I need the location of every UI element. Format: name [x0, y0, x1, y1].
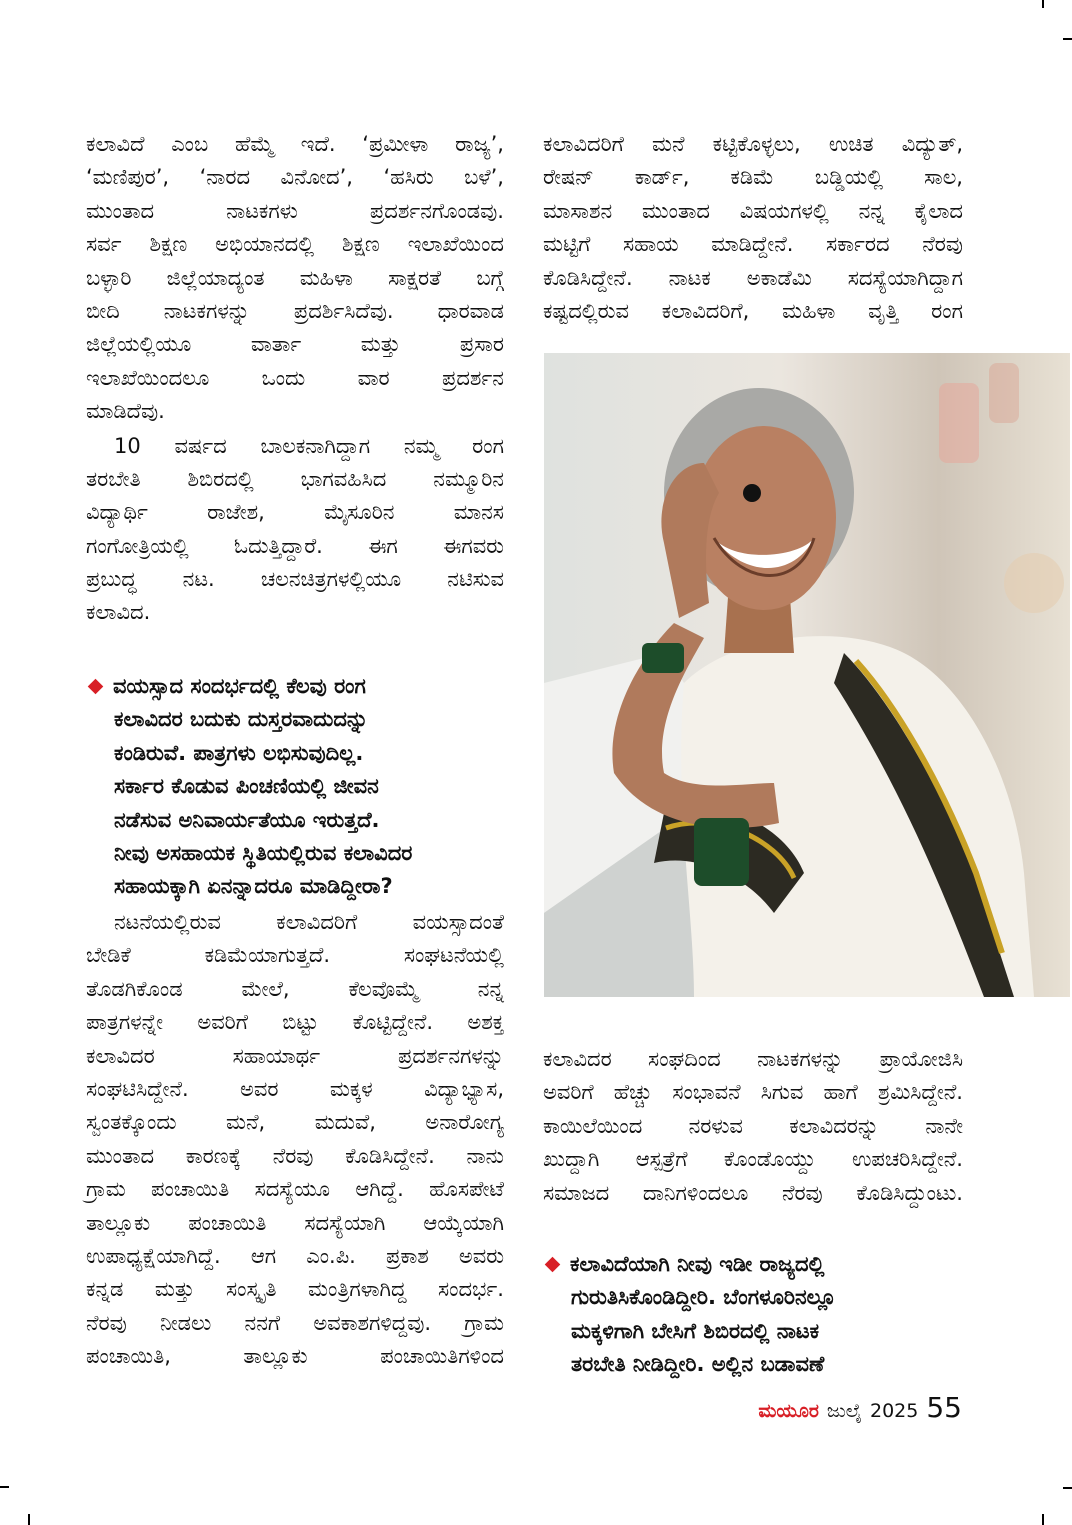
word: ಸಹಾಯಾರ್ಥ — [232, 1043, 321, 1068]
word: ವಿಷಯಗಳಲ್ಲಿ — [739, 198, 829, 223]
text-line — [86, 1073, 504, 1106]
question-line: ಕಂಡಿರುವೆ. ಪಾತ್ರಗಳು ಲಭಿಸುವುದಿಲ್ಲ. — [114, 740, 364, 765]
text-line — [86, 463, 504, 496]
word: ನನಗೆ — [244, 1310, 281, 1335]
crop-mark — [28, 1514, 30, 1525]
word: ಜಿಲ್ಲೆಯಲ್ಲಿಯೂ — [86, 332, 192, 357]
text-line — [86, 228, 504, 261]
word: ಕಲಾವಿದರಿಗೆ — [543, 132, 624, 156]
word: ಮಟ್ಟಿಗೆ — [543, 232, 591, 257]
word: ಉಪಾಧ್ಯಕ್ಷೆಯಾಗಿದ್ದೆ. — [86, 1243, 221, 1268]
word: ಹೆಚ್ಚು — [613, 1080, 653, 1105]
word: ನೆರವು — [272, 1143, 314, 1168]
word: ಬೀದಿ — [86, 298, 120, 323]
magazine-logo: ಮಯೂರ — [758, 1400, 819, 1422]
word: ಮನೆ, — [226, 1110, 266, 1135]
word: ನೀಡಲು — [159, 1310, 212, 1335]
word: ಸಹಾಯ — [623, 232, 679, 257]
word: ಮುಂತಾದ — [86, 198, 155, 223]
word: ರಾಜೇಶ, — [207, 500, 265, 525]
word: ಪ್ರಕಾಶ — [385, 1243, 429, 1268]
word: ಸಂಘಟಿಸಿದ್ದೇನೆ. — [86, 1076, 189, 1101]
word: ಜಿಲ್ಲೆಯಾದ್ಯಂತ — [166, 265, 265, 290]
word: ಅವರು — [458, 1243, 504, 1268]
paragraph-2 — [86, 430, 504, 630]
word: ತಾಲ್ಲೂಕು — [86, 1210, 151, 1235]
word: ನರಳುವ — [688, 1113, 743, 1138]
word: ವಿದ್ಯುತ್, — [901, 132, 963, 156]
word: ಮನೆ — [652, 132, 685, 156]
word: ಪ್ರಾಯೋಜಿಸಿ — [879, 1047, 963, 1071]
word: ಹೆಮ್ಮೆ — [234, 132, 275, 156]
diamond-bullet-icon — [545, 1256, 561, 1272]
word: ಮಾಸಾಶನ — [543, 198, 613, 223]
word: ಹೊಸಪೇಟೆ — [429, 1177, 504, 1202]
word: ಮುಂತಾದ — [641, 198, 710, 223]
text-line — [543, 1043, 963, 1076]
word: ಬಳ್ಳಾರಿ — [86, 265, 132, 290]
word: ಇಲಾಖೆಯಿಂದಲೂ — [86, 365, 210, 390]
crop-mark — [1063, 38, 1072, 40]
word: ಸರ್ಕಾರದ — [826, 232, 890, 257]
word: ಮೈಸೂರಿನ — [324, 500, 395, 525]
word: ಪ್ರಸಾರ — [459, 332, 504, 357]
text-line — [543, 1076, 963, 1109]
word: ಮಹಿಳಾ — [299, 265, 353, 290]
word: ಗ್ರಾಮ — [86, 1177, 126, 1202]
word: ಸಂಘಟನೆಯಲ್ಲಿ — [403, 943, 504, 968]
word: ಕಲಾವಿದರಿಗೆ — [276, 910, 358, 934]
word: ಇಲಾಖೆಯಿಂದ — [407, 232, 504, 257]
word: ಅವರಿಗೆ — [197, 1010, 248, 1035]
word: ಅನಾರೋಗ್ಯ — [425, 1110, 504, 1135]
text-line — [86, 328, 504, 361]
word: ವರ್ಷದ — [174, 433, 227, 458]
word: ಸಂಸ್ಕೃತಿ — [226, 1277, 277, 1302]
word: ಆಗ — [250, 1243, 277, 1268]
word: 10 — [114, 433, 141, 458]
text-line — [543, 1143, 963, 1176]
text-line — [543, 161, 963, 194]
word: ಪಂಚಾಯಿತಿ, — [86, 1344, 171, 1369]
page-footer — [758, 1391, 962, 1424]
word: ನೆರವು — [86, 1310, 127, 1335]
word: ನನ್ನ — [858, 198, 885, 223]
word: ಒಂದು — [261, 365, 306, 390]
text-line — [86, 939, 504, 972]
text-line — [86, 1240, 504, 1273]
word: ಎಂಬ — [171, 132, 209, 156]
word: ಪ್ರಬುದ್ಧ — [86, 567, 137, 592]
text-line — [543, 295, 963, 328]
right-column-top — [543, 128, 963, 328]
text-line — [86, 1207, 504, 1240]
word: ಗಂಗೋತ್ರಿಯಲ್ಲಿ — [86, 533, 189, 558]
word: ಕಾಯಿಲೆಯಿಂದ — [543, 1113, 643, 1138]
text-line — [543, 195, 963, 228]
word: ಕಲಾವಿದರ — [543, 1047, 612, 1071]
word: ಶಿಕ್ಷಣ — [149, 232, 188, 257]
issue-year: 2025 — [870, 1400, 919, 1422]
word: ಕೆಲವೊಮ್ಮೆ — [348, 976, 419, 1001]
text-line — [86, 430, 504, 463]
crop-mark — [1042, 0, 1044, 8]
word: ಶ್ರಮಿಸಿದ್ದೇನೆ. — [877, 1080, 963, 1105]
text-line — [86, 262, 504, 295]
question-line: ಸರ್ಕಾರ ಕೊಡುವ ಪಿಂಚಣಿಯಲ್ಲಿ ಜೀವನ — [114, 774, 379, 799]
text-line — [86, 973, 504, 1006]
word: ಮುಂತಾದ — [86, 1143, 155, 1168]
word: ಆಸ್ಪತ್ರೆಗೆ — [635, 1147, 688, 1172]
word: ‘ನಾರದ — [199, 165, 251, 190]
word: ಸಾಕ್ಷರತೆ — [388, 265, 442, 290]
word: ನೆರವು — [922, 232, 963, 257]
word: ಕಷ್ಟದಲ್ಲಿರುವ — [543, 298, 629, 323]
word: ರಾಜ್ಯ’, — [455, 132, 504, 156]
page-number: 55 — [926, 1391, 962, 1424]
paragraph-3 — [86, 906, 504, 1373]
word: ವಿನೋದ’, — [280, 165, 353, 190]
question-line: ವಯಸ್ಸಾದ ಸಂದರ್ಭದಲ್ಲಿ ಕೆಲವು ರಂಗ — [86, 670, 516, 703]
word: ಸಮಾಜದ — [543, 1180, 610, 1205]
word: ನಟಿಸುವ — [447, 567, 504, 592]
text-line — [86, 906, 504, 939]
word: ಕಡಿಮೆಯಾಗುತ್ತದೆ. — [204, 943, 331, 968]
word: ತರಬೇತಿ — [86, 466, 141, 491]
text-line — [86, 295, 504, 328]
question-line: ನಡೆಸುವ ಅನಿವಾರ್ಯತೆಯೂ ಇರುತ್ತದೆ. — [114, 807, 380, 832]
word: ಬಡ್ಡಿಯಲ್ಲಿ — [814, 165, 884, 190]
word: ಸಂಘದಿಂದ — [648, 1047, 721, 1071]
word: ಕೊಡಿಸಿದ್ದುಂಟು. — [856, 1180, 963, 1205]
text-line — [86, 1173, 504, 1206]
word: ಕೊಟ್ಟಿದ್ದೇನೆ. — [352, 1010, 434, 1035]
text-line — [86, 496, 504, 529]
word: ಕಲಾವಿದರನ್ನು — [789, 1113, 880, 1138]
word: ಶಿಕ್ಷಣ — [342, 232, 380, 257]
word: ಇದೆ. — [300, 132, 336, 156]
word: ಕಟ್ಟಿಕೊಳ್ಳಲು, — [712, 132, 801, 156]
word: ಚಲನಚಿತ್ರಗಳಲ್ಲಿಯೂ — [260, 567, 402, 592]
text-line — [543, 1177, 963, 1210]
word: ತಾಲ್ಲೂಕು — [243, 1344, 308, 1369]
word: ಪಂಚಾಯಿತಿ — [188, 1210, 267, 1235]
issue-month: ಜುಲೈ — [826, 1400, 862, 1422]
word: ‘ಪ್ರಮೀಳಾ — [362, 132, 429, 156]
word: ಸ್ವಂತಕ್ಕೊಂದು — [86, 1110, 177, 1135]
word: ಕಾರಣಕ್ಕೆ — [185, 1143, 241, 1168]
question-line: ಗುರುತಿಸಿಕೊಂಡಿದ್ದೀರಿ. ಬೆಂಗಳೂರಿನಲ್ಲೂ — [571, 1285, 837, 1310]
word: ಪ್ರದರ್ಶನಗೊಂಡವು. — [369, 198, 504, 223]
word: ಸದಸ್ಯೆಯಾಗಿ — [304, 1210, 386, 1235]
word: ನಮ್ಮ — [403, 433, 439, 458]
portrait-illustration — [544, 353, 1070, 997]
word: ಉಪಚರಿಸಿದ್ದೇನೆ. — [851, 1147, 963, 1172]
word: ಕೊಡಿಸಿದ್ದೇನೆ. — [345, 1143, 435, 1168]
question-line: ತರಬೇತಿ ನೀಡಿದ್ದೀರಿ. ಅಲ್ಲಿನ ಬಡಾವಣೆ — [571, 1352, 825, 1377]
word: ದಾನಿಗಳಿಂದಲೂ — [642, 1180, 749, 1205]
word: ರಂಗ — [472, 433, 504, 458]
word: ವಾರ್ತಾ — [250, 332, 302, 357]
text-line — [86, 161, 504, 194]
word: ಮಾಡಿದ್ದೇನೆ. — [711, 232, 794, 257]
word: ನಾಟಕ — [668, 265, 711, 290]
text-line — [86, 1340, 504, 1373]
word: ಪ್ರದರ್ಶಿಸಿದೆವು. — [293, 298, 394, 323]
word: ಸಾಲ, — [924, 165, 963, 190]
word: ಉಚಿತ — [828, 132, 874, 156]
text-line — [543, 228, 963, 261]
text-line — [86, 1106, 504, 1139]
word: ಪಂಚಾಯಿತಿ — [151, 1177, 230, 1202]
question-line: ಕಲಾವಿದರ ಬದುಕು ದುಸ್ತರವಾದುದನ್ನು — [114, 707, 369, 732]
portrait-photo — [544, 353, 1070, 997]
word: ಭಾಗವಹಿಸಿದ — [300, 466, 387, 491]
word: ಎಂ.ಪಿ. — [306, 1243, 356, 1268]
text-line — [86, 1006, 504, 1039]
word: ‘ಹಸಿರು — [383, 165, 434, 190]
word: ಸಂದರ್ಭ. — [438, 1277, 504, 1302]
text-line — [543, 1110, 963, 1143]
word: ನನ್ನ — [477, 976, 504, 1001]
word: ಅವರ — [240, 1076, 279, 1101]
word: ಸದಸ್ಯೆಯೂ — [254, 1177, 331, 1202]
word: ‘ಮಣಿಪುರ’, — [86, 165, 170, 190]
word: ವೃತ್ತಿ — [868, 298, 899, 323]
word: ಆಗಿದ್ದೆ. — [355, 1177, 404, 1202]
word: ಪ್ರದರ್ಶನಗಳನ್ನು — [398, 1043, 504, 1068]
word: ಈಗ — [368, 533, 398, 558]
word: ಓದುತ್ತಿದ್ದಾರೆ. — [234, 533, 323, 558]
text-line — [543, 262, 963, 295]
word: ಅಭಿಯಾನದಲ್ಲಿ — [215, 232, 315, 257]
word: ಶಿಬಿರದಲ್ಲಿ — [187, 466, 254, 491]
text-line — [86, 1307, 504, 1340]
word: ಮತ್ತು — [154, 1277, 195, 1302]
word: ಕಡಿಮೆ — [730, 165, 774, 190]
word: ನಮ್ಮೂರಿನ — [433, 466, 504, 491]
word: ಮಹಿಳಾ — [782, 298, 836, 323]
text-line: ಮಾಡಿದೆವು. — [86, 399, 165, 424]
word: ಸದಸ್ಯೆಯಾಗಿದ್ದಾಗ — [847, 265, 963, 290]
word: ನಾಟಕಗಳು — [226, 198, 298, 223]
word: ಅವಕಾಶಗಳಿದ್ದವು. — [313, 1310, 432, 1335]
diamond-bullet-icon — [88, 678, 104, 694]
text-line — [86, 362, 504, 395]
word: ಮಂತ್ರಿಗಳಾಗಿದ್ದ — [308, 1277, 407, 1302]
question-line: ನೀವು ಅಸಹಾಯಕ ಸ್ಥಿತಿಯಲ್ಲಿರುವ ಕಲಾವಿದರ — [114, 840, 413, 865]
word: ಕಲಾವಿದರ — [86, 1043, 155, 1068]
left-column — [86, 128, 504, 630]
word: ಮೇಲೆ, — [241, 976, 290, 1001]
word: ಪಾತ್ರಗಳನ್ನೇ — [86, 1010, 164, 1035]
word: ತೊಡಗಿಕೊಂಡ — [86, 976, 183, 1001]
question-line: ಸಹಾಯಕ್ಕಾಗಿ ಏನನ್ನಾದರೂ ಮಾಡಿದ್ದೀರಾ? — [114, 874, 393, 899]
crop-mark — [1063, 1487, 1072, 1489]
crop-mark — [0, 1486, 9, 1488]
word: ಕಲಾವಿದೆ — [86, 132, 145, 156]
word: ವಿದ್ಯಾರ್ಥಿ — [86, 500, 148, 525]
word: ಪ್ರದರ್ಶನ — [441, 365, 504, 390]
word: ಕಾರ್ಡ್, — [634, 165, 690, 190]
word: ಮತ್ತು — [360, 332, 401, 357]
word: ನಟನೆಯಲ್ಲಿರುವ — [114, 910, 221, 934]
word: ಪಂಚಾಯಿತಿಗಳಿಂದ — [380, 1344, 504, 1369]
text-line — [86, 563, 504, 596]
text-line — [86, 1040, 504, 1073]
text-line — [86, 530, 504, 563]
word: ವಾರ — [357, 365, 390, 390]
text-line — [543, 128, 963, 161]
word: ನಾಟಕಗಳನ್ನು — [757, 1047, 844, 1071]
word: ಬೇಡಿಕೆ — [86, 943, 131, 968]
text-line — [86, 195, 504, 228]
word: ಮದುವೆ, — [314, 1110, 376, 1135]
word: ನಾಟಕಗಳನ್ನು — [163, 298, 250, 323]
word: ಗ್ರಾಮ — [464, 1310, 504, 1335]
word: ಈಗವರು — [443, 533, 504, 558]
word: ಖುದ್ದಾಗಿ — [543, 1147, 600, 1172]
text-line — [86, 128, 504, 161]
word: ಬಗ್ಗೆ — [476, 265, 504, 290]
question-block-1 — [86, 670, 516, 904]
question-block-2 — [543, 1248, 973, 1382]
word: ಮಾನಸ — [453, 500, 504, 525]
word: ರೇಷನ್ — [543, 165, 594, 190]
word: ಕೊಂಡೊಯ್ದು — [723, 1147, 816, 1172]
word: ವಿದ್ಯಾಭ್ಯಾಸ, — [424, 1076, 504, 1101]
word: ಕನ್ನಡ — [86, 1277, 124, 1302]
word: ಅಕಾಡೆಮಿ — [746, 265, 812, 290]
word: ಅವರಿಗೆ — [543, 1080, 594, 1105]
word: ನಾನೇ — [925, 1113, 963, 1138]
word: ಸರ್ವ — [86, 232, 122, 257]
question-line: ಕಲಾವಿದೆಯಾಗಿ ನೀವು ಇಡೀ ರಾಜ್ಯದಲ್ಲಿ — [543, 1248, 973, 1281]
word: ನಾನು — [466, 1143, 504, 1168]
crop-mark — [1042, 1514, 1044, 1525]
question-line: ಮಕ್ಕಳಿಗಾಗಿ ಬೇಸಿಗೆ ಶಿಬಿರದಲ್ಲಿ ನಾಟಕ — [571, 1318, 820, 1343]
text-line — [86, 1140, 504, 1173]
word: ಮಕ್ಕಳ — [329, 1076, 373, 1101]
word: ಕೊಡಿಸಿದ್ದೇನೆ. — [543, 265, 633, 290]
text-line — [86, 1273, 504, 1306]
word: ಕಲಾವಿದರಿಗೆ, — [661, 298, 750, 323]
text-line: ಕಲಾವಿದ. — [86, 600, 151, 625]
word: ಬಳೆ’, — [464, 165, 504, 190]
word: ಬಿಟ್ಟು — [282, 1010, 319, 1035]
word: ಬಾಲಕನಾಗಿದ್ದಾಗ — [260, 433, 371, 458]
word: ಹಾಗೆ — [823, 1080, 858, 1105]
word: ಸಿಗುವ — [760, 1080, 804, 1105]
word: ಅಶಕ್ತ — [467, 1010, 504, 1035]
word: ಕೈಲಾದ — [914, 198, 963, 223]
word: ಧಾರವಾಡ — [437, 298, 504, 323]
paragraph-1 — [86, 128, 504, 429]
word: ಸಂಭಾವನೆ — [672, 1080, 741, 1105]
word: ಆಯ್ಕೆಯಾಗಿ — [423, 1210, 504, 1235]
word: ನೆರವು — [781, 1180, 823, 1205]
word: ರಂಗ — [931, 298, 963, 323]
right-column-bottom — [543, 1043, 963, 1210]
word: ನಟ. — [182, 567, 215, 592]
word: ವಯಸ್ಸಾದಂತೆ — [412, 910, 504, 934]
